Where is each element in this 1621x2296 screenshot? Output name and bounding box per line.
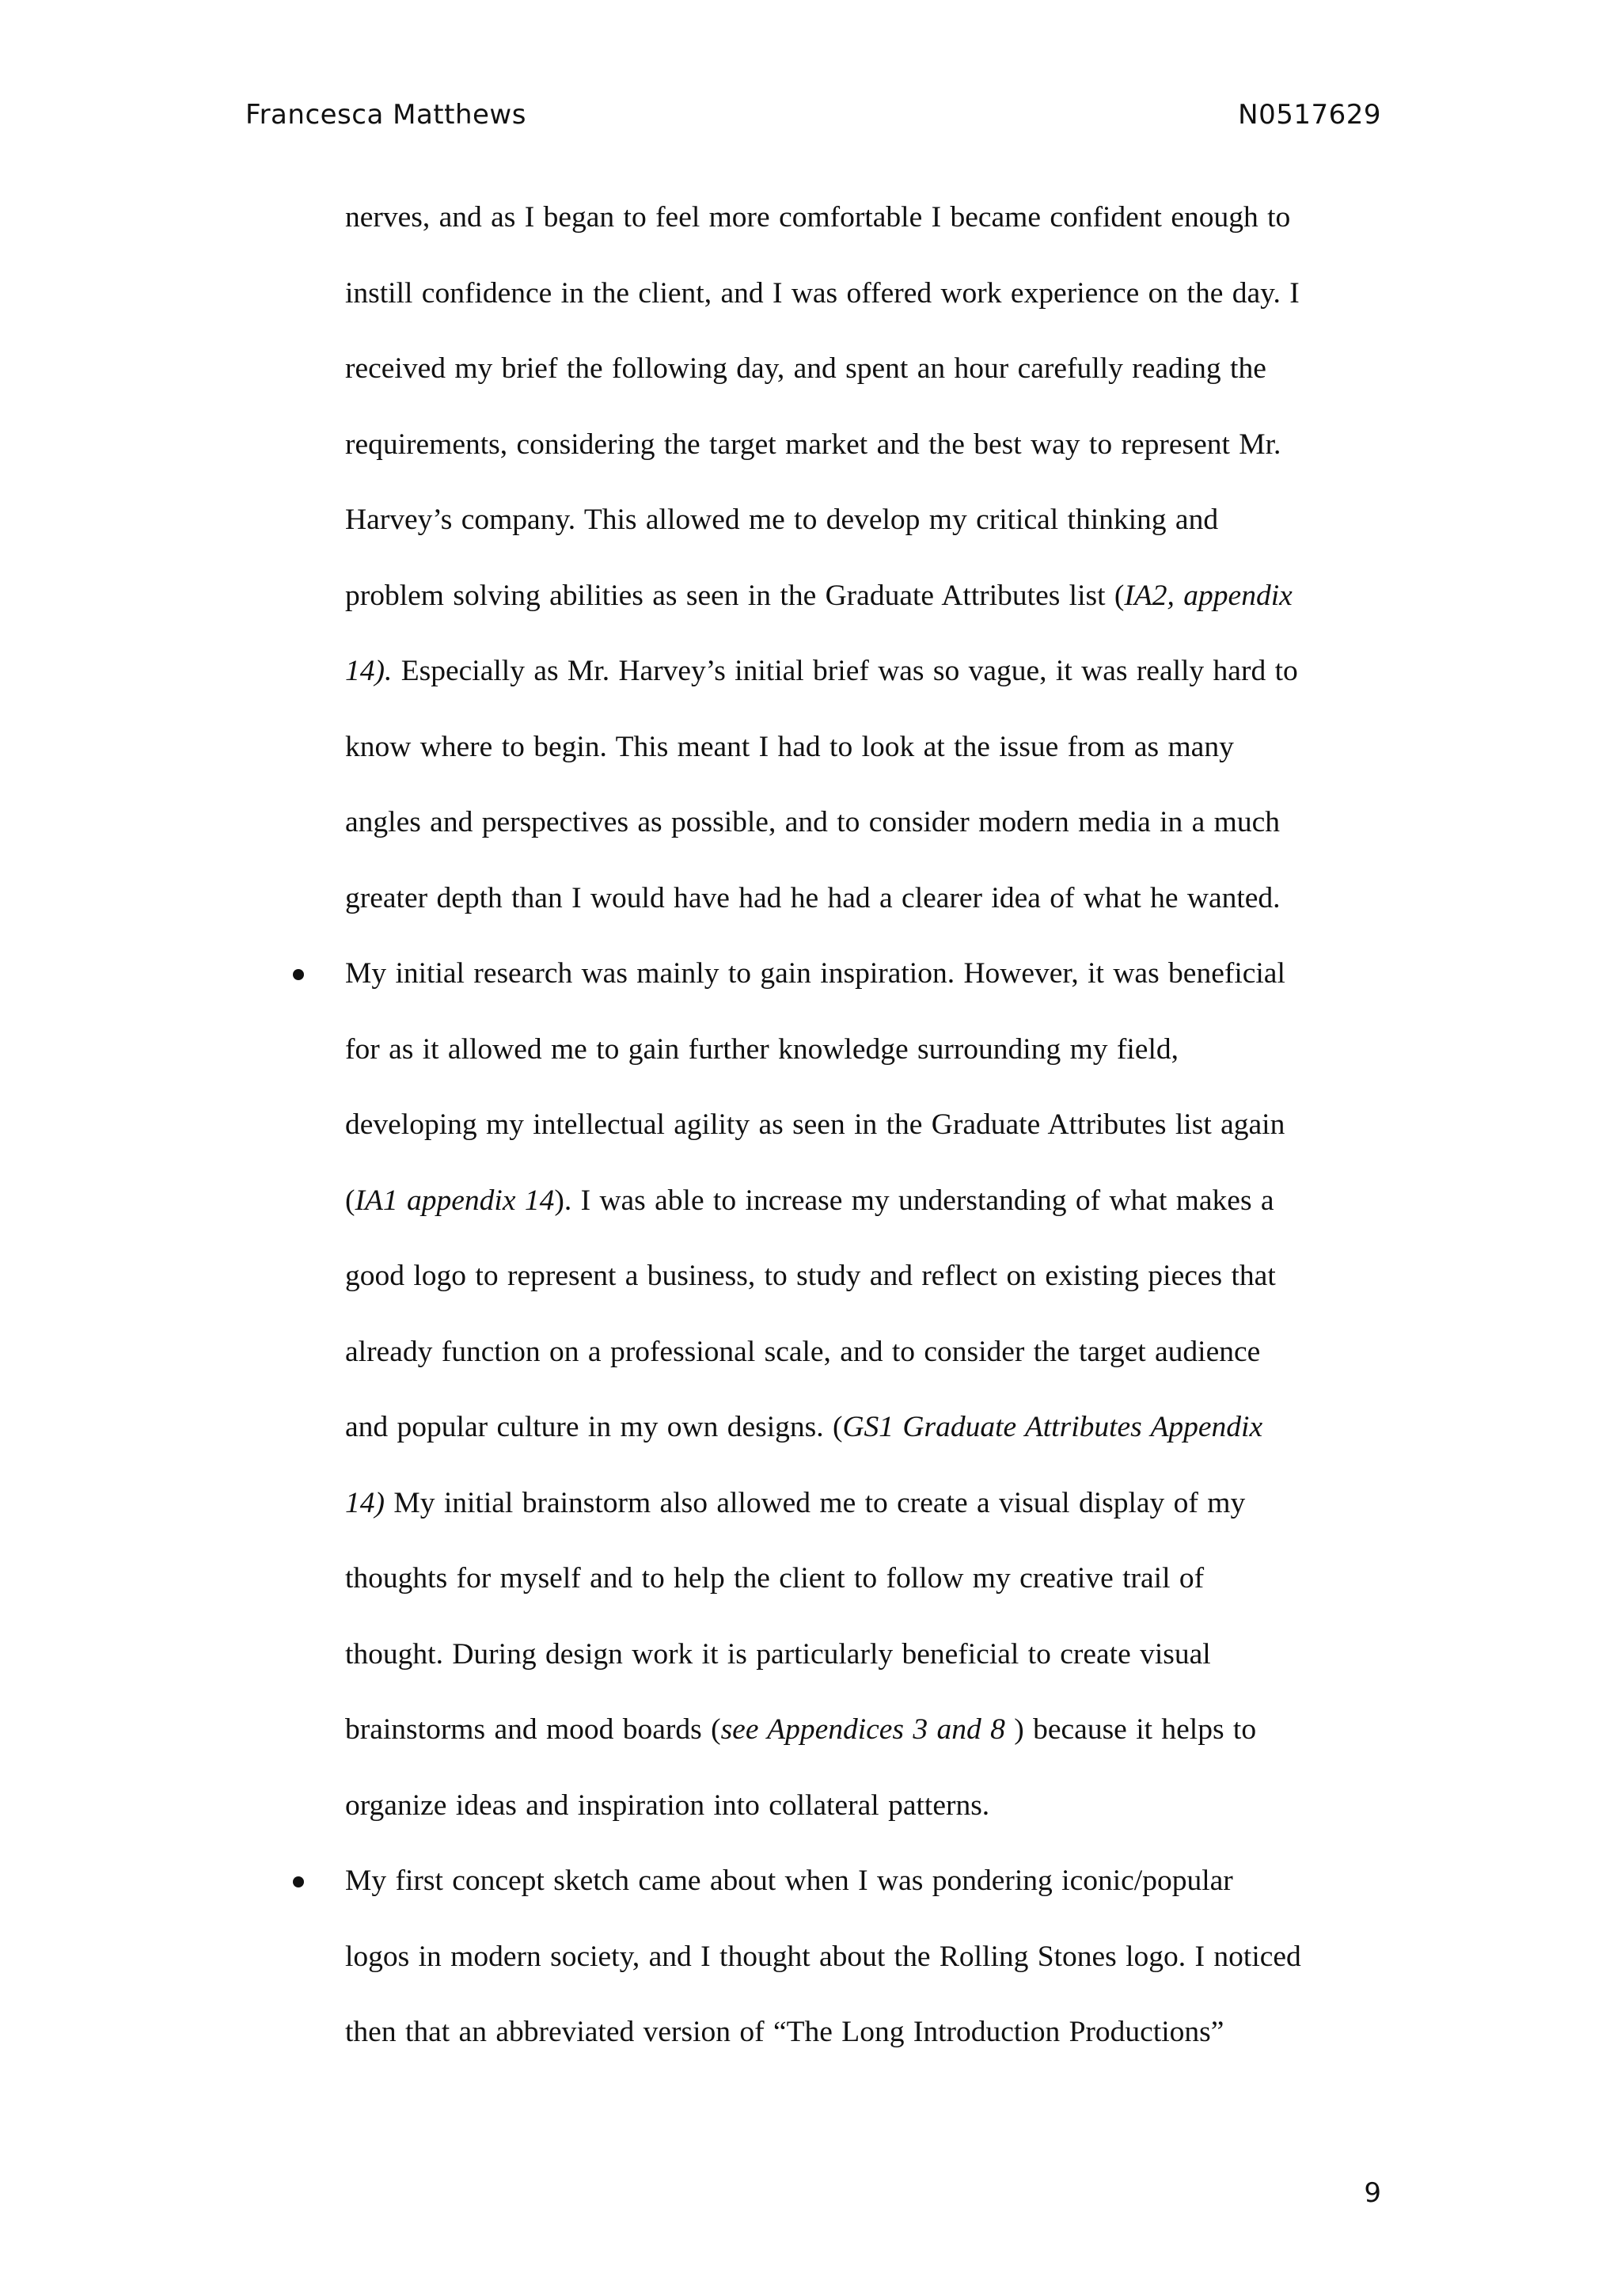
text-line (345, 728, 1382, 767)
text-segment: brainstorms and mood boards ( (345, 1713, 721, 1746)
text-segment: good logo to represent a business, to study and reflect on existing pieces that (345, 1260, 1276, 1292)
text-segment: know where to begin. This meant I had to look at the issue from as many (345, 730, 1234, 763)
italic-reference: 14) (345, 1486, 385, 1519)
text-segment: My initial brainstorm also allowed me to create a visual display of my (385, 1486, 1246, 1519)
header-student-id: N0517629 (1238, 99, 1381, 131)
text-line (345, 1181, 1382, 1221)
text-line (345, 1030, 1382, 1070)
text-segment: ( (345, 1184, 355, 1217)
bullet-icon (293, 969, 304, 980)
text-segment: developing my intellectual agility as seen in the Graduate Attributes list again (345, 1108, 1285, 1141)
italic-reference: IA1 appendix 14 (355, 1184, 555, 1217)
text-line (345, 803, 1382, 842)
header-author: Francesca Matthews (245, 99, 526, 131)
text-segment: already function on a professional scale, and to consider the target audience (345, 1335, 1261, 1368)
text-line (345, 198, 1382, 238)
text-segment: ) because it helps to (1004, 1713, 1257, 1746)
text-segment: received my brief the following day, and spent an hour carefully reading the (345, 352, 1266, 385)
text-segment: My first concept sketch came about when I was pondering iconic/popular (345, 1865, 1233, 1897)
text-line (345, 1786, 1382, 1826)
text-segment: then that an abbreviated version of “The Long Introduction Productions” (345, 2016, 1224, 2048)
text-line (345, 1332, 1382, 1372)
text-segment: thought. During design work it is particularly beneficial to create visual (345, 1637, 1211, 1671)
text-segment: problem solving abilities as seen in the Graduate Attributes list ( (345, 579, 1125, 612)
page-number: 9 (1364, 2177, 1381, 2209)
text-line (345, 1635, 1382, 1674)
text-segment: thoughts for myself and to help the client to follow my creative trail of (345, 1562, 1205, 1595)
bullet-icon (293, 1876, 304, 1887)
text-line (345, 1937, 1382, 1977)
text-line (345, 652, 1382, 691)
italic-reference: 14). (345, 655, 393, 687)
text-line (345, 1484, 1382, 1523)
text-segment: ). I was able to increase my understanding of what makes a (554, 1184, 1274, 1217)
text-line (345, 349, 1382, 389)
text-segment: instill confidence in the client, and I was offered work experience on the day. I (345, 276, 1300, 310)
text-line (345, 2013, 1382, 2052)
text-segment: and popular culture in my own designs. ( (345, 1411, 843, 1443)
text-line (345, 1861, 1382, 1901)
text-line (345, 1105, 1382, 1145)
text-segment: angles and perspectives as possible, and to consider modern media in a much (345, 806, 1280, 838)
text-line (345, 274, 1382, 314)
text-segment: requirements, considering the target market and the best way to represent Mr. (345, 428, 1281, 461)
text-line (345, 879, 1382, 918)
italic-reference: GS1 Graduate Attributes Appendix (842, 1411, 1263, 1443)
text-line (345, 1710, 1382, 1750)
italic-reference: see Appendices 3 and 8 (720, 1713, 1005, 1746)
text-segment: My initial research was mainly to gain inspiration. However, it was beneficial (345, 957, 1285, 990)
text-segment: greater depth than I would have had he had a clearer idea of what he wanted. (345, 881, 1281, 914)
text-line (345, 576, 1382, 616)
text-segment: nerves, and as I began to feel more comfortable I became confident enough to (345, 201, 1291, 234)
text-line (345, 425, 1382, 465)
text-segment: organize ideas and inspiration into collateral patterns. (345, 1789, 990, 1822)
text-line (345, 1256, 1382, 1296)
text-segment: Especially as Mr. Harvey’s initial brief was so vague, it was really hard to (392, 655, 1298, 687)
text-segment: logos in modern society, and I thought about the Rolling Stones logo. I noticed (345, 1940, 1301, 1973)
text-segment: Harvey’s company. This allowed me to develop my critical thinking and (345, 504, 1219, 536)
text-segment: for as it allowed me to gain further knowledge surrounding my field, (345, 1032, 1179, 1066)
text-line (345, 954, 1382, 994)
text-line (345, 1559, 1382, 1598)
text-line (345, 1408, 1382, 1447)
italic-reference: IA2, appendix (1124, 579, 1293, 612)
text-line (345, 500, 1382, 540)
